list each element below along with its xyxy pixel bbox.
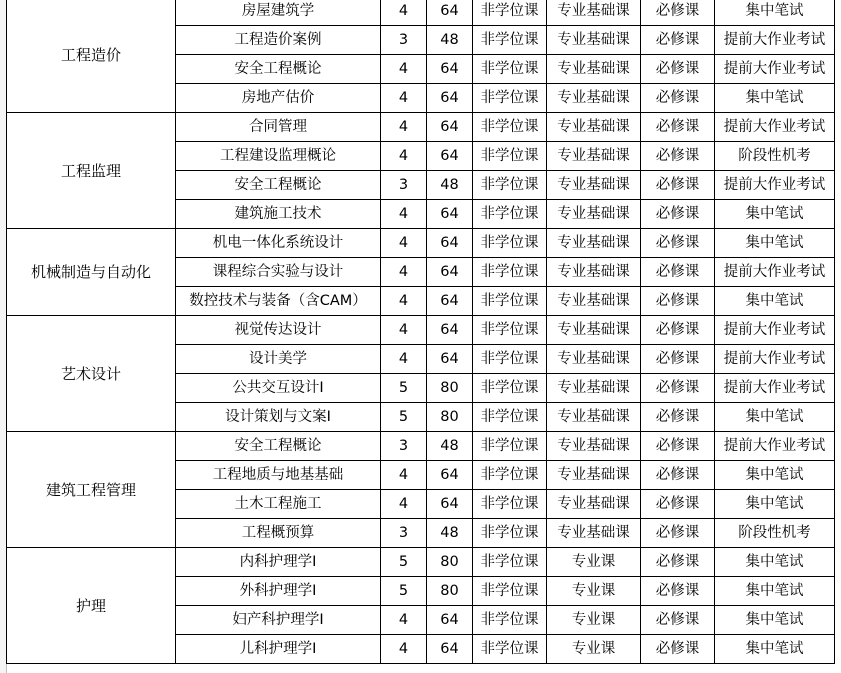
hours-cell[interactable]: 64 [427,635,473,664]
course-name-cell[interactable]: 安全工程概论 [176,55,381,84]
exam-method-cell[interactable]: 集中笔试 [715,548,835,577]
degree-type-cell[interactable]: 非学位课 [473,142,547,171]
hours-cell[interactable]: 64 [427,316,473,345]
required-type-cell[interactable]: 必修课 [641,84,715,113]
exam-method-cell[interactable]: 集中笔试 [715,490,835,519]
course-name-cell[interactable]: 土木工程施工 [176,490,381,519]
exam-method-cell[interactable]: 集中笔试 [715,287,835,316]
required-type-cell[interactable]: 必修课 [641,26,715,55]
course-name-cell[interactable]: 视觉传达设计 [176,316,381,345]
course-name-cell[interactable]: 工程概预算 [176,519,381,548]
table-row [7,0,835,26]
exam-method-cell[interactable]: 集中笔试 [715,403,835,432]
course-category-cell[interactable]: 专业基础课 [547,142,641,171]
course-name-cell[interactable]: 安全工程概论 [176,171,381,200]
course-name-cell[interactable]: 数控技术与装备（含CAM） [176,287,381,316]
credits-cell[interactable]: 4 [381,142,427,171]
hours-cell[interactable]: 48 [427,519,473,548]
degree-type-cell[interactable]: 非学位课 [473,316,547,345]
course-category-cell[interactable]: 专业课 [547,606,641,635]
major-name-cell[interactable]: 艺术设计 [7,316,176,432]
course-category-cell[interactable]: 专业基础课 [547,26,641,55]
hours-cell[interactable]: 64 [427,461,473,490]
course-name-cell[interactable]: 工程造价案例 [176,26,381,55]
course-name-cell[interactable]: 安全工程概论 [176,432,381,461]
hours-cell[interactable]: 64 [427,84,473,113]
hours-cell[interactable]: 64 [427,490,473,519]
course-category-cell[interactable]: 专业基础课 [547,374,641,403]
degree-type-cell[interactable]: 非学位课 [473,287,547,316]
hours-cell[interactable]: 64 [427,113,473,142]
degree-type-cell[interactable]: 非学位课 [473,374,547,403]
required-type-cell[interactable]: 必修课 [641,142,715,171]
credits-cell[interactable]: 4 [381,490,427,519]
degree-type-cell[interactable]: 非学位课 [473,490,547,519]
degree-type-cell[interactable]: 非学位课 [473,0,547,26]
table-row [7,229,835,258]
course-category-cell[interactable]: 专业基础课 [547,113,641,142]
degree-type-cell[interactable]: 非学位课 [473,200,547,229]
table-row [7,432,835,461]
credits-cell[interactable]: 4 [381,461,427,490]
exam-method-cell[interactable]: 集中笔试 [715,577,835,606]
required-type-cell[interactable]: 必修课 [641,0,715,26]
course-name-cell[interactable]: 公共交互设计Ⅰ [176,374,381,403]
exam-method-cell[interactable]: 集中笔试 [715,606,835,635]
course-category-cell[interactable]: 专业基础课 [547,55,641,84]
hours-cell[interactable]: 48 [427,171,473,200]
credits-cell[interactable]: 5 [381,403,427,432]
degree-type-cell[interactable]: 非学位课 [473,635,547,664]
course-category-cell[interactable]: 专业课 [547,577,641,606]
degree-type-cell[interactable]: 非学位课 [473,229,547,258]
credits-cell[interactable]: 5 [381,577,427,606]
exam-method-cell[interactable]: 集中笔试 [715,635,835,664]
table-row [7,548,835,577]
degree-type-cell[interactable]: 非学位课 [473,55,547,84]
required-type-cell[interactable]: 必修课 [641,548,715,577]
exam-method-cell[interactable]: 提前大作业考试 [715,26,835,55]
course-category-cell[interactable]: 专业基础课 [547,432,641,461]
credits-cell[interactable]: 4 [381,84,427,113]
required-type-cell[interactable]: 必修课 [641,345,715,374]
course-category-cell[interactable]: 专业基础课 [547,403,641,432]
hours-cell[interactable]: 64 [427,229,473,258]
required-type-cell[interactable]: 必修课 [641,258,715,287]
required-type-cell[interactable]: 必修课 [641,374,715,403]
degree-type-cell[interactable]: 非学位课 [473,548,547,577]
credits-cell[interactable]: 5 [381,374,427,403]
credits-cell[interactable]: 5 [381,548,427,577]
hours-cell[interactable]: 64 [427,345,473,374]
course-name-cell[interactable]: 课程综合实验与设计 [176,258,381,287]
required-type-cell[interactable]: 必修课 [641,577,715,606]
major-name-cell[interactable]: 工程监理 [7,113,176,229]
required-type-cell[interactable]: 必修课 [641,316,715,345]
course-category-cell[interactable]: 专业基础课 [547,229,641,258]
course-category-cell[interactable]: 专业基础课 [547,461,641,490]
exam-method-cell[interactable]: 阶段性机考 [715,142,835,171]
required-type-cell[interactable]: 必修课 [641,55,715,84]
table-row [7,113,835,142]
course-category-cell[interactable]: 专业基础课 [547,287,641,316]
course-category-cell[interactable]: 专业课 [547,635,641,664]
major-name-cell[interactable]: 护理 [7,548,176,664]
course-category-cell[interactable]: 专业基础课 [547,0,641,26]
credits-cell[interactable]: 4 [381,258,427,287]
exam-method-cell[interactable]: 提前大作业考试 [715,345,835,374]
course-name-cell[interactable]: 妇产科护理学Ⅰ [176,606,381,635]
exam-method-cell[interactable]: 提前大作业考试 [715,374,835,403]
course-category-cell[interactable]: 专业课 [547,548,641,577]
hours-cell[interactable]: 64 [427,287,473,316]
course-name-cell[interactable]: 儿科护理学Ⅰ [176,635,381,664]
hours-cell[interactable]: 48 [427,26,473,55]
credits-cell[interactable]: 3 [381,171,427,200]
credits-cell[interactable]: 4 [381,287,427,316]
credits-cell[interactable]: 4 [381,55,427,84]
course-table [6,0,835,664]
course-name-cell[interactable]: 设计策划与文案Ⅰ [176,403,381,432]
course-category-cell[interactable]: 专业基础课 [547,200,641,229]
course-name-cell[interactable]: 合同管理 [176,113,381,142]
hours-cell[interactable]: 80 [427,577,473,606]
course-category-cell[interactable]: 专业基础课 [547,519,641,548]
required-type-cell[interactable]: 必修课 [641,403,715,432]
required-type-cell[interactable]: 必修课 [641,461,715,490]
exam-method-cell[interactable]: 集中笔试 [715,0,835,26]
course-name-cell[interactable]: 房地产估价 [176,84,381,113]
degree-type-cell[interactable]: 非学位课 [473,577,547,606]
course-name-cell[interactable]: 设计美学 [176,345,381,374]
required-type-cell[interactable]: 必修课 [641,432,715,461]
exam-method-cell[interactable]: 提前大作业考试 [715,171,835,200]
required-type-cell[interactable]: 必修课 [641,490,715,519]
major-name-cell[interactable]: 工程造价 [7,0,176,113]
course-name-cell[interactable]: 建筑施工技术 [176,200,381,229]
credits-cell[interactable]: 3 [381,519,427,548]
course-category-cell[interactable]: 专业基础课 [547,345,641,374]
major-name-cell[interactable]: 建筑工程管理 [7,432,176,548]
exam-method-cell[interactable]: 提前大作业考试 [715,55,835,84]
degree-type-cell[interactable]: 非学位课 [473,258,547,287]
required-type-cell[interactable]: 必修课 [641,606,715,635]
course-name-cell[interactable]: 工程建设监理概论 [176,142,381,171]
hours-cell[interactable]: 80 [427,403,473,432]
course-category-cell[interactable]: 专业基础课 [547,490,641,519]
course-name-cell[interactable]: 机电一体化系统设计 [176,229,381,258]
course-category-cell[interactable]: 专业基础课 [547,316,641,345]
degree-type-cell[interactable]: 非学位课 [473,432,547,461]
course-name-cell[interactable]: 内科护理学Ⅰ [176,548,381,577]
credits-cell[interactable]: 3 [381,26,427,55]
degree-type-cell[interactable]: 非学位课 [473,26,547,55]
degree-type-cell[interactable]: 非学位课 [473,345,547,374]
hours-cell[interactable]: 48 [427,432,473,461]
credits-cell[interactable]: 4 [381,200,427,229]
credits-cell[interactable]: 4 [381,316,427,345]
hours-cell[interactable]: 80 [427,548,473,577]
exam-method-cell[interactable]: 提前大作业考试 [715,432,835,461]
hours-cell[interactable]: 64 [427,55,473,84]
required-type-cell[interactable]: 必修课 [641,519,715,548]
exam-method-cell[interactable]: 集中笔试 [715,84,835,113]
required-type-cell[interactable]: 必修课 [641,229,715,258]
required-type-cell[interactable]: 必修课 [641,171,715,200]
credits-cell[interactable]: 4 [381,0,427,26]
hours-cell[interactable]: 64 [427,142,473,171]
course-table-body [7,0,835,664]
hours-cell[interactable]: 64 [427,200,473,229]
credits-cell[interactable]: 4 [381,113,427,142]
hours-cell[interactable]: 64 [427,606,473,635]
hours-cell[interactable]: 80 [427,374,473,403]
hours-cell[interactable]: 64 [427,258,473,287]
hours-cell[interactable]: 64 [427,0,473,26]
major-name-cell[interactable]: 机械制造与自动化 [7,229,176,316]
course-category-cell[interactable]: 专业基础课 [547,84,641,113]
degree-type-cell[interactable]: 非学位课 [473,113,547,142]
exam-method-cell[interactable]: 提前大作业考试 [715,113,835,142]
degree-type-cell[interactable]: 非学位课 [473,171,547,200]
degree-type-cell[interactable]: 非学位课 [473,606,547,635]
required-type-cell[interactable]: 必修课 [641,200,715,229]
exam-method-cell[interactable]: 提前大作业考试 [715,316,835,345]
exam-method-cell[interactable]: 集中笔试 [715,229,835,258]
credits-cell[interactable]: 3 [381,432,427,461]
required-type-cell[interactable]: 必修课 [641,287,715,316]
course-category-cell[interactable]: 专业基础课 [547,258,641,287]
degree-type-cell[interactable]: 非学位课 [473,403,547,432]
exam-method-cell[interactable]: 阶段性机考 [715,519,835,548]
credits-cell[interactable]: 4 [381,229,427,258]
exam-method-cell[interactable]: 集中笔试 [715,461,835,490]
course-name-cell[interactable]: 外科护理学Ⅰ [176,577,381,606]
credits-cell[interactable]: 4 [381,635,427,664]
degree-type-cell[interactable]: 非学位课 [473,461,547,490]
degree-type-cell[interactable]: 非学位课 [473,84,547,113]
course-name-cell[interactable]: 房屋建筑学 [176,0,381,26]
table-row [7,316,835,345]
exam-method-cell[interactable]: 提前大作业考试 [715,258,835,287]
required-type-cell[interactable]: 必修课 [641,635,715,664]
required-type-cell[interactable]: 必修课 [641,113,715,142]
course-name-cell[interactable]: 工程地质与地基基础 [176,461,381,490]
credits-cell[interactable]: 4 [381,606,427,635]
course-category-cell[interactable]: 专业基础课 [547,171,641,200]
exam-method-cell[interactable]: 集中笔试 [715,200,835,229]
credits-cell[interactable]: 4 [381,345,427,374]
degree-type-cell[interactable]: 非学位课 [473,519,547,548]
